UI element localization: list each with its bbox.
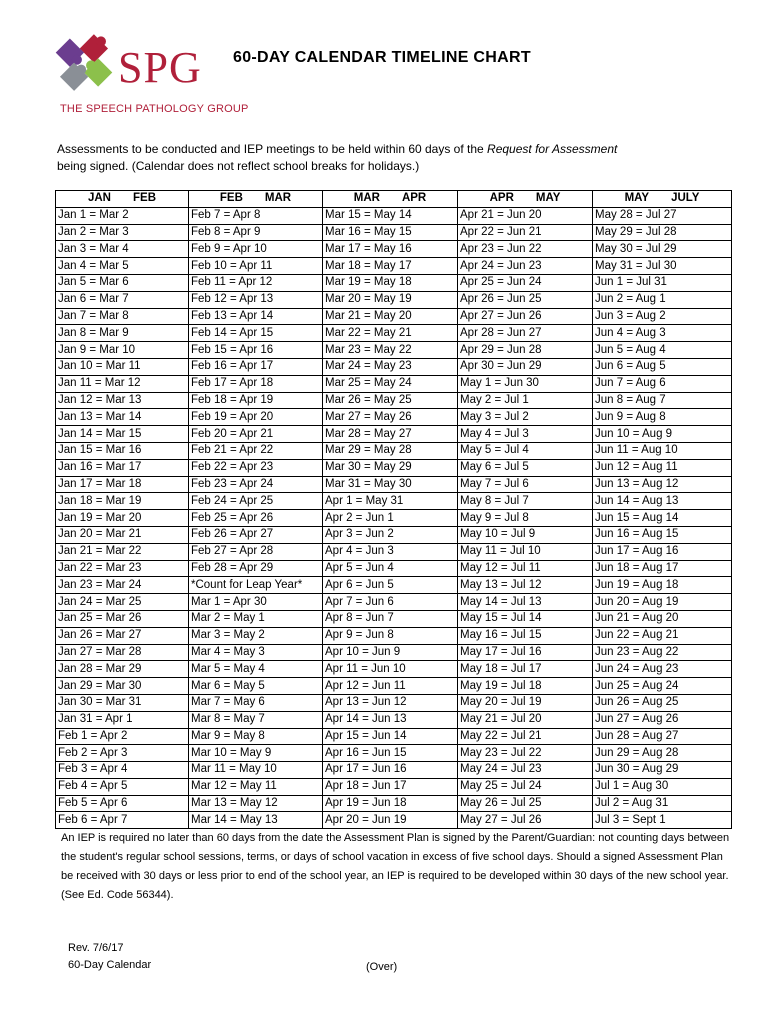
table-cell: May 22 = Jul 21 <box>458 728 593 745</box>
table-row <box>56 442 732 459</box>
calendar-table <box>55 190 732 829</box>
table-cell: Apr 8 = Jun 7 <box>323 610 458 627</box>
table-cell: Mar 5 = May 4 <box>189 661 323 678</box>
table-cell: Jun 10 = Aug 9 <box>593 426 732 443</box>
table-row <box>56 627 732 644</box>
iep-note: An IEP is required no later than 60 days from the date the Assessment Plan is signed by the Parent/Guardian: not counting days between the student's regular school sessions, terms, or days of school vacation in excess of five school days. Should a signed Assessment Plan be received with 30 days or less prior to end of the school year, an IEP is required to be developed within 30 days of the new school year. (See Ed. Code 56344). <box>61 832 730 901</box>
table-cell: Jan 7 = Mar 8 <box>56 308 189 325</box>
table-row <box>56 661 732 678</box>
table-cell: May 16 = Jul 15 <box>458 627 593 644</box>
header-from: MAR <box>353 192 380 205</box>
table-cell: Apr 22 = Jun 21 <box>458 224 593 241</box>
table-cell: May 7 = Jul 6 <box>458 476 593 493</box>
table-cell: Mar 7 = May 6 <box>189 694 323 711</box>
table-cell: Jul 2 = Aug 31 <box>593 795 732 812</box>
document-name: 60-Day Calendar <box>68 959 152 971</box>
table-cell: Jan 4 = Mar 5 <box>56 258 189 275</box>
table-cell: Apr 23 = Jun 22 <box>458 241 593 258</box>
table-cell: Apr 4 = Jun 3 <box>323 543 458 560</box>
table-cell: Jan 23 = Mar 24 <box>56 577 189 594</box>
table-row <box>56 678 732 695</box>
table-cell: Jun 16 = Aug 15 <box>593 526 732 543</box>
table-row <box>56 258 732 275</box>
table-cell: Jan 21 = Mar 22 <box>56 543 189 560</box>
table-cell: Jun 21 = Aug 20 <box>593 610 732 627</box>
table-cell: Feb 10 = Apr 11 <box>189 258 323 275</box>
table-cell: May 23 = Jul 22 <box>458 745 593 762</box>
table-cell: Mar 28 = May 27 <box>323 426 458 443</box>
table-row <box>56 526 732 543</box>
table-cell: Apr 13 = Jun 12 <box>323 694 458 711</box>
table-cell: Mar 21 = May 20 <box>323 308 458 325</box>
table-cell: Mar 17 = May 16 <box>323 241 458 258</box>
table-row <box>56 711 732 728</box>
revision-date: Rev. 7/6/17 <box>68 942 124 954</box>
table-row <box>56 812 732 829</box>
table-cell: Feb 26 = Apr 27 <box>189 526 323 543</box>
table-cell: Jan 2 = Mar 3 <box>56 224 189 241</box>
table-cell: Mar 31 = May 30 <box>323 476 458 493</box>
table-cell: Jun 26 = Aug 25 <box>593 694 732 711</box>
table-cell: May 6 = Jul 5 <box>458 459 593 476</box>
table-cell: Jan 11 = Mar 12 <box>56 375 189 392</box>
column-header <box>458 191 593 208</box>
table-cell: Mar 30 = May 29 <box>323 459 458 476</box>
table-cell: Jun 15 = Aug 14 <box>593 510 732 527</box>
table-cell: Jan 31 = Apr 1 <box>56 711 189 728</box>
table-cell: Jan 10 = Mar 11 <box>56 358 189 375</box>
table-row <box>56 392 732 409</box>
spg-logo <box>52 26 249 126</box>
table-cell: Jan 9 = Mar 10 <box>56 342 189 359</box>
column-header <box>56 191 189 208</box>
table-cell: Jun 7 = Aug 6 <box>593 375 732 392</box>
table-cell: Jan 28 = Mar 29 <box>56 661 189 678</box>
table-cell: Jan 15 = Mar 16 <box>56 442 189 459</box>
table-cell: May 5 = Jul 4 <box>458 442 593 459</box>
table-cell: Feb 24 = Apr 25 <box>189 493 323 510</box>
table-cell: Mar 1 = Apr 30 <box>189 594 323 611</box>
table-cell: Jun 9 = Aug 8 <box>593 409 732 426</box>
table-cell: Jun 5 = Aug 4 <box>593 342 732 359</box>
table-cell: Mar 9 = May 8 <box>189 728 323 745</box>
table-cell: Feb 19 = Apr 20 <box>189 409 323 426</box>
table-cell: Jun 14 = Aug 13 <box>593 493 732 510</box>
table-cell: *Count for Leap Year* <box>189 577 323 594</box>
table-cell: Apr 15 = Jun 14 <box>323 728 458 745</box>
table-cell: Jun 24 = Aug 23 <box>593 661 732 678</box>
table-cell: Mar 16 = May 15 <box>323 224 458 241</box>
header-from: JAN <box>87 192 111 205</box>
table-cell: Mar 22 = May 21 <box>323 325 458 342</box>
table-cell: Mar 19 = May 18 <box>323 274 458 291</box>
table-cell: May 9 = Jul 8 <box>458 510 593 527</box>
table-cell: May 19 = Jul 18 <box>458 678 593 695</box>
header-to: MAR <box>264 192 292 205</box>
table-cell: Jan 14 = Mar 15 <box>56 426 189 443</box>
table-cell: Apr 29 = Jun 28 <box>458 342 593 359</box>
table-cell: Jul 1 = Aug 30 <box>593 778 732 795</box>
table-cell: Jul 3 = Sept 1 <box>593 812 732 829</box>
table-cell: Apr 20 = Jun 19 <box>323 812 458 829</box>
table-cell: Apr 2 = Jun 1 <box>323 510 458 527</box>
table-cell: Jan 22 = Mar 23 <box>56 560 189 577</box>
table-cell: Jan 17 = Mar 18 <box>56 476 189 493</box>
header-to: APR <box>401 192 427 205</box>
table-cell: Feb 5 = Apr 6 <box>56 795 189 812</box>
page-title: 60-DAY CALENDAR TIMELINE CHART <box>233 49 531 66</box>
table-cell: Feb 17 = Apr 18 <box>189 375 323 392</box>
table-cell: Apr 30 = Jun 29 <box>458 358 593 375</box>
table-cell: Feb 11 = Apr 12 <box>189 274 323 291</box>
table-cell: May 10 = Jul 9 <box>458 526 593 543</box>
puzzle-logo-icon <box>52 26 116 102</box>
table-cell: Jun 12 = Aug 11 <box>593 459 732 476</box>
table-cell: May 11 = Jul 10 <box>458 543 593 560</box>
table-cell: May 18 = Jul 17 <box>458 661 593 678</box>
table-cell: May 2 = Jul 1 <box>458 392 593 409</box>
table-cell: May 8 = Jul 7 <box>458 493 593 510</box>
table-cell: Mar 15 = May 14 <box>323 207 458 224</box>
table-cell: Apr 9 = Jun 8 <box>323 627 458 644</box>
table-cell: Jan 19 = Mar 20 <box>56 510 189 527</box>
table-cell: Jun 8 = Aug 7 <box>593 392 732 409</box>
table-row <box>56 745 732 762</box>
table-cell: Mar 13 = May 12 <box>189 795 323 812</box>
column-header <box>189 191 323 208</box>
table-row <box>56 644 732 661</box>
table-cell: May 4 = Jul 3 <box>458 426 593 443</box>
table-row <box>56 694 732 711</box>
table-row <box>56 358 732 375</box>
table-cell: Jun 19 = Aug 18 <box>593 577 732 594</box>
header-from: MAY <box>624 192 650 205</box>
calendar-body <box>56 207 732 828</box>
table-cell: May 28 = Jul 27 <box>593 207 732 224</box>
table-cell: Jun 20 = Aug 19 <box>593 594 732 611</box>
table-cell: Apr 7 = Jun 6 <box>323 594 458 611</box>
table-cell: Jan 16 = Mar 17 <box>56 459 189 476</box>
table-cell: Mar 8 = May 7 <box>189 711 323 728</box>
table-cell: Jan 8 = Mar 9 <box>56 325 189 342</box>
table-row <box>56 778 732 795</box>
table-cell: Mar 25 = May 24 <box>323 375 458 392</box>
table-cell: May 31 = Jul 30 <box>593 258 732 275</box>
table-cell: May 3 = Jul 2 <box>458 409 593 426</box>
table-cell: Apr 26 = Jun 25 <box>458 291 593 308</box>
table-cell: Jun 27 = Aug 26 <box>593 711 732 728</box>
table-cell: Jun 22 = Aug 21 <box>593 627 732 644</box>
table-cell: Apr 27 = Jun 26 <box>458 308 593 325</box>
table-cell: Apr 10 = Jun 9 <box>323 644 458 661</box>
table-cell: Jun 17 = Aug 16 <box>593 543 732 560</box>
intro-italic: Request for Assessment <box>487 142 618 156</box>
table-cell: Apr 12 = Jun 11 <box>323 678 458 695</box>
table-cell: Feb 22 = Apr 23 <box>189 459 323 476</box>
table-cell: Jun 1 = Jul 31 <box>593 274 732 291</box>
table-cell: Jan 29 = Mar 30 <box>56 678 189 695</box>
table-row <box>56 375 732 392</box>
table-cell: Feb 27 = Apr 28 <box>189 543 323 560</box>
table-cell: Apr 17 = Jun 16 <box>323 762 458 779</box>
table-cell: Jun 4 = Aug 3 <box>593 325 732 342</box>
table-cell: Jun 28 = Aug 27 <box>593 728 732 745</box>
column-header <box>593 191 732 208</box>
table-row <box>56 291 732 308</box>
table-cell: Jan 12 = Mar 13 <box>56 392 189 409</box>
table-cell: Jan 30 = Mar 31 <box>56 694 189 711</box>
table-cell: Jun 3 = Aug 2 <box>593 308 732 325</box>
table-cell: May 21 = Jul 20 <box>458 711 593 728</box>
table-cell: Feb 12 = Apr 13 <box>189 291 323 308</box>
table-cell: Mar 11 = May 10 <box>189 762 323 779</box>
table-cell: Apr 1 = May 31 <box>323 493 458 510</box>
table-cell: Jan 26 = Mar 27 <box>56 627 189 644</box>
table-cell: Feb 6 = Apr 7 <box>56 812 189 829</box>
table-cell: Mar 27 = May 26 <box>323 409 458 426</box>
table-cell: Jan 20 = Mar 21 <box>56 526 189 543</box>
table-row <box>56 241 732 258</box>
table-row <box>56 577 732 594</box>
table-cell: Feb 9 = Apr 10 <box>189 241 323 258</box>
table-cell: Feb 20 = Apr 21 <box>189 426 323 443</box>
table-row <box>56 510 732 527</box>
table-cell: Apr 19 = Jun 18 <box>323 795 458 812</box>
header-row <box>56 191 732 208</box>
logo-subtitle: THE SPEECH PATHOLOGY GROUP <box>60 103 249 115</box>
table-cell: Apr 6 = Jun 5 <box>323 577 458 594</box>
table-cell: Mar 23 = May 22 <box>323 342 458 359</box>
table-cell: Jun 13 = Aug 12 <box>593 476 732 493</box>
table-row <box>56 594 732 611</box>
header-to: FEB <box>133 192 156 205</box>
table-cell: Jun 18 = Aug 17 <box>593 560 732 577</box>
revision-block <box>68 940 151 974</box>
table-cell: Feb 7 = Apr 8 <box>189 207 323 224</box>
header-from: APR <box>489 192 514 205</box>
table-cell: Apr 28 = Jun 27 <box>458 325 593 342</box>
table-row <box>56 560 732 577</box>
table-cell: Mar 29 = May 28 <box>323 442 458 459</box>
table-cell: Mar 3 = May 2 <box>189 627 323 644</box>
table-cell: Jun 30 = Aug 29 <box>593 762 732 779</box>
table-cell: May 15 = Jul 14 <box>458 610 593 627</box>
table-row <box>56 224 732 241</box>
table-row <box>56 795 732 812</box>
table-cell: Jun 25 = Aug 24 <box>593 678 732 695</box>
table-cell: Mar 14 = May 13 <box>189 812 323 829</box>
table-row <box>56 325 732 342</box>
table-cell: Feb 16 = Apr 17 <box>189 358 323 375</box>
table-cell: Jun 29 = Aug 28 <box>593 745 732 762</box>
table-cell: Apr 3 = Jun 2 <box>323 526 458 543</box>
table-row <box>56 274 732 291</box>
table-cell: Feb 21 = Apr 22 <box>189 442 323 459</box>
table-cell: May 13 = Jul 12 <box>458 577 593 594</box>
table-cell: Apr 24 = Jun 23 <box>458 258 593 275</box>
intro-paragraph <box>57 141 697 175</box>
header-to: JULY <box>671 192 700 205</box>
table-cell: Jan 6 = Mar 7 <box>56 291 189 308</box>
table-cell: Feb 13 = Apr 14 <box>189 308 323 325</box>
table-cell: Jan 1 = Mar 2 <box>56 207 189 224</box>
table-cell: Jun 6 = Aug 5 <box>593 358 732 375</box>
table-cell: Mar 2 = May 1 <box>189 610 323 627</box>
table-cell: May 26 = Jul 25 <box>458 795 593 812</box>
table-cell: Mar 6 = May 5 <box>189 678 323 695</box>
over-label: (Over) <box>366 961 398 973</box>
table-cell: Mar 4 = May 3 <box>189 644 323 661</box>
table-row <box>56 308 732 325</box>
logo-brand: SPG <box>118 43 202 92</box>
table-cell: May 27 = Jul 26 <box>458 812 593 829</box>
table-cell: Apr 14 = Jun 13 <box>323 711 458 728</box>
table-cell: Feb 14 = Apr 15 <box>189 325 323 342</box>
header-to: MAY <box>535 192 561 205</box>
table-cell: Feb 1 = Apr 2 <box>56 728 189 745</box>
table-row <box>56 762 732 779</box>
table-row <box>56 207 732 224</box>
table-cell: Feb 28 = Apr 29 <box>189 560 323 577</box>
table-cell: Mar 20 = May 19 <box>323 291 458 308</box>
table-cell: Apr 11 = Jun 10 <box>323 661 458 678</box>
table-cell: Jun 23 = Aug 22 <box>593 644 732 661</box>
table-cell: Apr 21 = Jun 20 <box>458 207 593 224</box>
header-from: FEB <box>219 192 243 205</box>
table-row <box>56 476 732 493</box>
table-cell: Mar 26 = May 25 <box>323 392 458 409</box>
table-cell: Apr 18 = Jun 17 <box>323 778 458 795</box>
table-cell: May 17 = Jul 16 <box>458 644 593 661</box>
table-cell: Jan 25 = Mar 26 <box>56 610 189 627</box>
table-cell: May 14 = Jul 13 <box>458 594 593 611</box>
table-cell: Apr 5 = Jun 4 <box>323 560 458 577</box>
table-cell: Feb 15 = Apr 16 <box>189 342 323 359</box>
table-cell: Jun 11 = Aug 10 <box>593 442 732 459</box>
table-row <box>56 426 732 443</box>
table-cell: Jan 24 = Mar 25 <box>56 594 189 611</box>
table-row <box>56 459 732 476</box>
table-cell: Feb 4 = Apr 5 <box>56 778 189 795</box>
table-cell: Jun 2 = Aug 1 <box>593 291 732 308</box>
table-row <box>56 543 732 560</box>
table-cell: Mar 24 = May 23 <box>323 358 458 375</box>
table-cell: May 29 = Jul 28 <box>593 224 732 241</box>
table-cell: Mar 18 = May 17 <box>323 258 458 275</box>
table-cell: May 1 = Jun 30 <box>458 375 593 392</box>
table-cell: Mar 10 = May 9 <box>189 745 323 762</box>
table-row <box>56 342 732 359</box>
table-cell: Jan 3 = Mar 4 <box>56 241 189 258</box>
intro-text-2: being signed. (Calendar does not reflect school breaks for holidays.) <box>57 159 420 173</box>
table-cell: Jan 5 = Mar 6 <box>56 274 189 291</box>
table-cell: Apr 16 = Jun 15 <box>323 745 458 762</box>
table-cell: Jan 18 = Mar 19 <box>56 493 189 510</box>
table-row <box>56 728 732 745</box>
table-cell: Feb 25 = Apr 26 <box>189 510 323 527</box>
table-cell: Mar 12 = May 11 <box>189 778 323 795</box>
table-cell: Feb 8 = Apr 9 <box>189 224 323 241</box>
table-cell: Jan 13 = Mar 14 <box>56 409 189 426</box>
table-cell: Feb 2 = Apr 3 <box>56 745 189 762</box>
table-cell: Apr 25 = Jun 24 <box>458 274 593 291</box>
intro-text: Assessments to be conducted and IEP meetings to be held within 60 days of the <box>57 142 488 156</box>
table-cell: May 12 = Jul 11 <box>458 560 593 577</box>
table-cell: Feb 23 = Apr 24 <box>189 476 323 493</box>
table-row <box>56 493 732 510</box>
table-row <box>56 610 732 627</box>
table-cell: Feb 3 = Apr 4 <box>56 762 189 779</box>
table-cell: May 24 = Jul 23 <box>458 762 593 779</box>
table-row <box>56 409 732 426</box>
table-cell: May 25 = Jul 24 <box>458 778 593 795</box>
table-cell: May 20 = Jul 19 <box>458 694 593 711</box>
table-cell: Jan 27 = Mar 28 <box>56 644 189 661</box>
column-header <box>323 191 458 208</box>
table-cell: May 30 = Jul 29 <box>593 241 732 258</box>
table-cell: Feb 18 = Apr 19 <box>189 392 323 409</box>
